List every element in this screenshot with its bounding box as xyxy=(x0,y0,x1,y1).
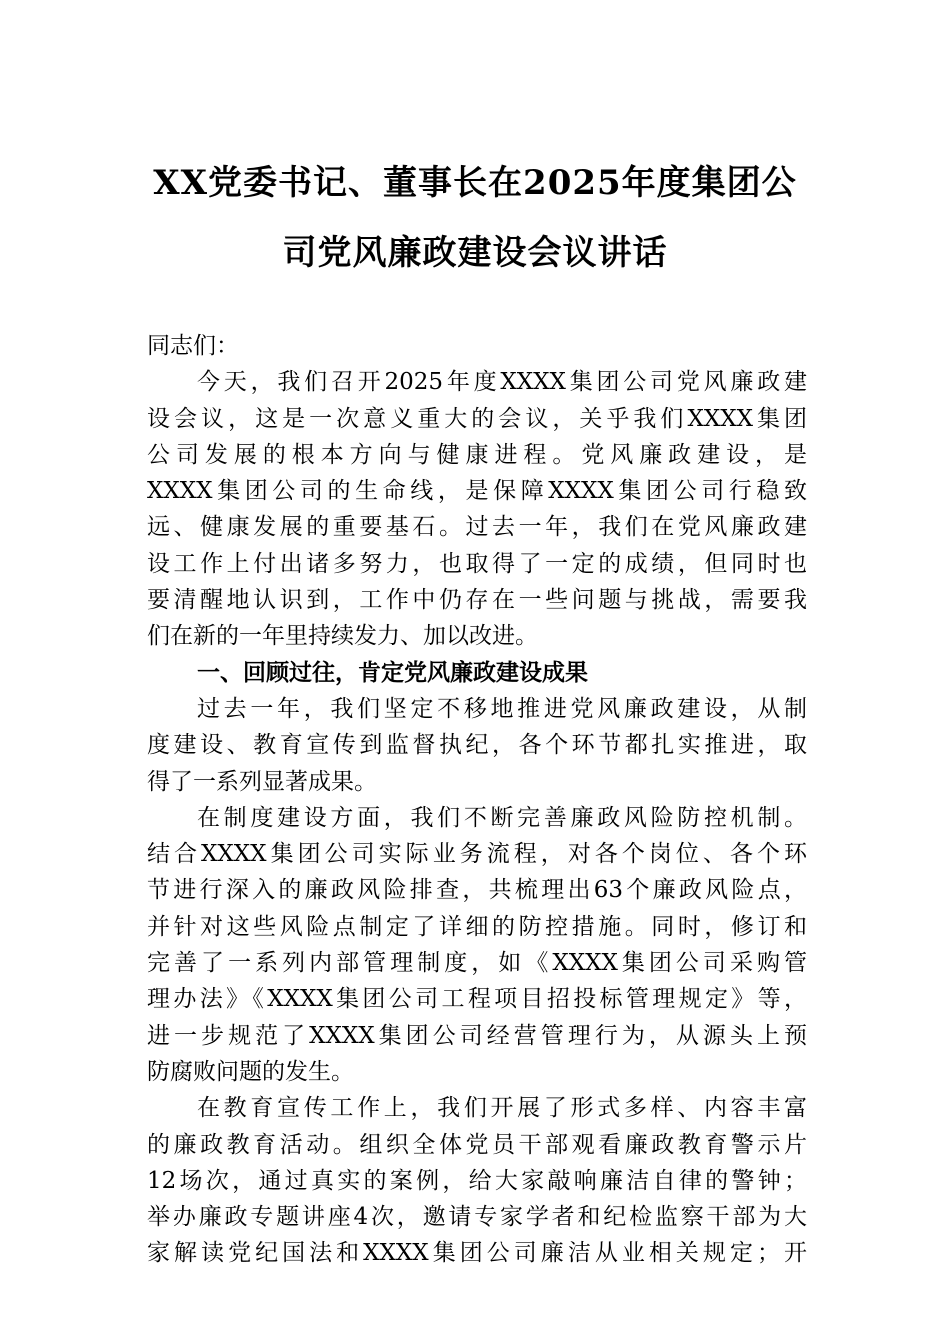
paragraph-line: 得了一系列显著成果。 xyxy=(147,768,377,795)
paragraph-line: 在教育宣传工作上，我们开展了形式多样、内容丰富 xyxy=(197,1095,807,1122)
paragraph-line: 们在新的一年里持续发力、加以改进。 xyxy=(147,623,538,650)
paragraph-line: 在制度建设方面，我们不断完善廉政风险防控机制。 xyxy=(197,804,807,831)
paragraph-line: 节进行深入的廉政风险排查，共梳理出63个廉政风险点， xyxy=(147,877,807,904)
salutation: 同志们： xyxy=(147,333,239,359)
paragraph-line: 度建设、教育宣传到监督执纪，各个环节都扎实推进，取 xyxy=(147,732,807,759)
paragraph-line: 理办法》《XXXX集团公司工程项目招投标管理规定》等， xyxy=(147,986,807,1013)
paragraph-line: 举办廉政专题讲座4次，邀请专家学者和纪检监察干部为大 xyxy=(147,1204,807,1231)
paragraph-line: XXXX集团公司的生命线，是保障XXXX集团公司行稳致 xyxy=(147,478,807,505)
paragraph-line: 远、健康发展的重要基石。过去一年，我们在党风廉政建 xyxy=(147,514,807,541)
paragraph-line: 进一步规范了XXXX集团公司经营管理行为，从源头上预 xyxy=(147,1022,807,1049)
section-heading: 一、回顾过往，肯定党风廉政建设成果 xyxy=(197,659,588,686)
paragraph-line: 家解读党纪国法和XXXX集团公司廉洁从业相关规定；开 xyxy=(147,1240,807,1267)
paragraph-line: 防腐败问题的发生。 xyxy=(147,1058,354,1085)
paragraph-line: 结合XXXX集团公司实际业务流程，对各个岗位、各个环 xyxy=(147,841,807,868)
paragraph-line: 12场次，通过真实的案例，给大家敲响廉洁自律的警钟； xyxy=(147,1167,807,1194)
paragraph-line: 完善了一系列内部管理制度，如《XXXX集团公司采购管 xyxy=(147,950,807,977)
paragraph-line: 过去一年，我们坚定不移地推进党风廉政建设，从制 xyxy=(197,695,807,722)
paragraph-line: 要清醒地认识到，工作中仍存在一些问题与挑战，需要我 xyxy=(147,587,807,614)
document-body xyxy=(147,328,807,1272)
paragraph-line: 设会议，这是一次意义重大的会议，关乎我们XXXX集团 xyxy=(147,405,807,432)
paragraph-line: 公司发展的根本方向与健康进程。党风廉政建设，是 xyxy=(147,441,807,468)
document-title-line-1: XX党委书记、董事长在2025年度集团公 xyxy=(153,163,797,203)
document-title-line-2: 司党风廉政建设会议讲话 xyxy=(282,233,668,273)
paragraph-line: 的廉政教育活动。组织全体党员干部观看廉政教育警示片 xyxy=(147,1131,807,1158)
paragraph-line: 今天，我们召开2025年度XXXX集团公司党风廉政建 xyxy=(197,369,807,396)
paragraph-line: 设工作上付出诸多努力，也取得了一定的成绩，但同时也 xyxy=(147,550,807,577)
paragraph-line: 并针对这些风险点制定了详细的防控措施。同时，修订和 xyxy=(147,913,807,940)
